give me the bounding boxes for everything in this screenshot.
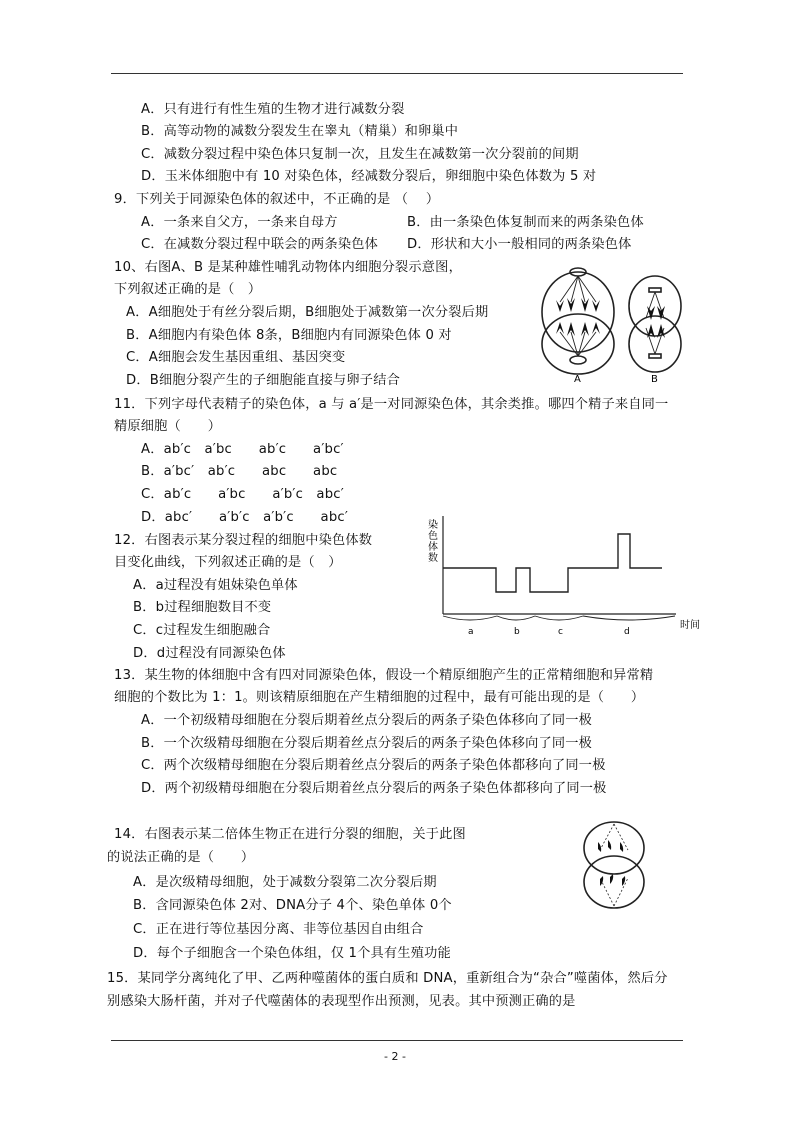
q13-option-c: C．两个次级精母细胞在分裂后期着丝点分裂后的两条子染色体都移向了同一极 [141,758,606,773]
graph-braces [443,616,675,620]
q14-stem: 14．右图表示某二倍体生物正在进行分裂的细胞，关于此图 [114,827,466,842]
q12-option-d: D．d过程没有同源染色体 [133,646,286,661]
graph-segment-a: a [468,627,474,637]
q9-option-c: C．在减数分裂过程中联会的两条染色体 [141,237,378,252]
q9-option-d: D．形状和大小一般相同的两条染色体 [407,237,632,252]
q13-stem-cont: 细胞的个数比为 1：1。则该精原细胞在产生精细胞的过程中，最有可能出现的是（ ） [114,690,645,705]
graph-ylabel-2: 体 [428,542,438,553]
q12-stem-cont: 目变化曲线，下列叙述正确的是（ ） [114,555,342,570]
q11-stem-cont: 精原细胞（ ） [114,419,222,434]
q15-stem: 15．某同学分离纯化了甲、乙两种噬菌体的蛋白质和 DNA，重新组合为“杂合”噬菌体，然后分 [107,971,668,986]
graph-curve [443,534,662,592]
q15-stem-cont: 别感染大肠杆菌，并对子代噬菌体的表现型作出预测，见表。其中预测正确的是 [107,994,576,1009]
q9-option-a: A．一条来自父方，一条来自母方 [141,215,338,230]
q10-stem: 10、右图A、B 是某种雄性哺乳动物体内细胞分裂示意图， [114,260,462,275]
graph-ylabel-0: 染 [428,520,438,531]
graph-segment-d: d [624,627,630,637]
q12-option-c: C．c过程发生细胞融合 [133,623,271,638]
q8-option-c: C．减数分裂过程中染色体只复制一次，且发生在减数第一次分裂前的间期 [141,147,579,162]
q13-option-d: D．两个初级精母细胞在分裂后期着丝点分裂后的两条子染色体都移向了同一极 [141,781,607,796]
q11-option-d: D．abc′ a′b′c a′b′c abc′ [141,510,349,525]
graph-segment-c: c [558,627,563,637]
q9-option-b: B．由一条染色体复制而来的两条染色体 [407,215,644,230]
q10-stem-cont: 下列叙述正确的是（ ） [114,282,262,297]
graph-ylabel-1: 色 [428,531,438,542]
page-number: - 2 - [384,1050,406,1063]
dividing-cell-figure [578,820,650,910]
q8-option-b: B．高等动物的减数分裂发生在睾丸（精巢）和卵巢中 [141,124,459,139]
cell-b-chromosomes [647,306,665,338]
q12-stem: 12．右图表示某分裂过程的细胞中染色体数 [114,533,373,548]
q13-option-a: A．一个初级精母细胞在分裂后期着丝点分裂后的两条子染色体移向了同一极 [141,713,593,728]
q10-option-b: B．A细胞内有染色体 8条，B细胞内有同源染色体 0 对 [126,328,452,343]
q8-option-d: D．玉米体细胞中有 10 对染色体，经减数分裂后，卵细胞中染色体数为 5 对 [141,169,597,184]
q10-option-a: A．A细胞处于有丝分裂后期，B细胞处于减数第一次分裂后期 [126,305,489,320]
graph-xlabel: 时间 [680,620,700,631]
q8-option-a: A．只有进行有性生殖的生物才进行减数分裂 [141,102,405,117]
q10-option-c: C．A细胞会发生基因重组、基因突变 [126,350,346,365]
graph-segment-b: b [514,627,520,637]
q14-option-b: B．含同源染色体 2对、DNA分子 4个、染色单体 0个 [133,898,452,913]
q10-option-d: D．B细胞分裂产生的子细胞能直接与卵子结合 [126,373,400,388]
cell-a [542,268,614,374]
q14-option-a: A．是次级精母细胞，处于减数分裂第二次分裂后期 [133,875,437,890]
q11-stem: 11．下列字母代表精子的染色体，a 与 a′是一对同源染色体，其余类推。哪四个精子来自同一 [114,397,669,412]
q13-stem: 13．某生物的体细胞中含有四对同源染色体，假设一个精原细胞产生的正常精细胞和异常精 [114,668,654,683]
graph-ylabel-3: 数 [428,553,438,564]
chromosome-count-graph [428,516,708,646]
q12-option-a: A．a过程没有姐妹染色单体 [133,578,298,593]
q13-option-b: B．一个次级精母细胞在分裂后期着丝点分裂后的两条子染色体移向了同一极 [141,736,593,751]
q9-stem: 9．下列关于同源染色体的叙述中，不正确的是 （ ） [114,192,440,207]
cell-b [629,276,681,372]
q14-option-d: D．每个子细胞含一个染色体组，仅 1个具有生殖功能 [133,946,451,961]
header-rule [111,73,683,74]
q11-option-b: B．a′bc′ ab′c abc abc [141,464,338,479]
q14-option-c: C．正在进行等位基因分离、非等位基因自由组合 [133,922,424,937]
q12-option-b: B．b过程细胞数目不变 [133,600,272,615]
cell-b-label: B [651,374,658,385]
cell-a-label: A [574,374,581,385]
q11-option-c: C．ab′c a′bc a′b′c abc′ [141,487,344,502]
q14-stem-cont: 的说法正确的是（ ） [107,850,255,865]
cell-division-figure [538,262,688,387]
footer-rule [111,1040,683,1041]
q11-option-a: A．ab′c a′bc ab′c a′bc′ [141,442,344,457]
